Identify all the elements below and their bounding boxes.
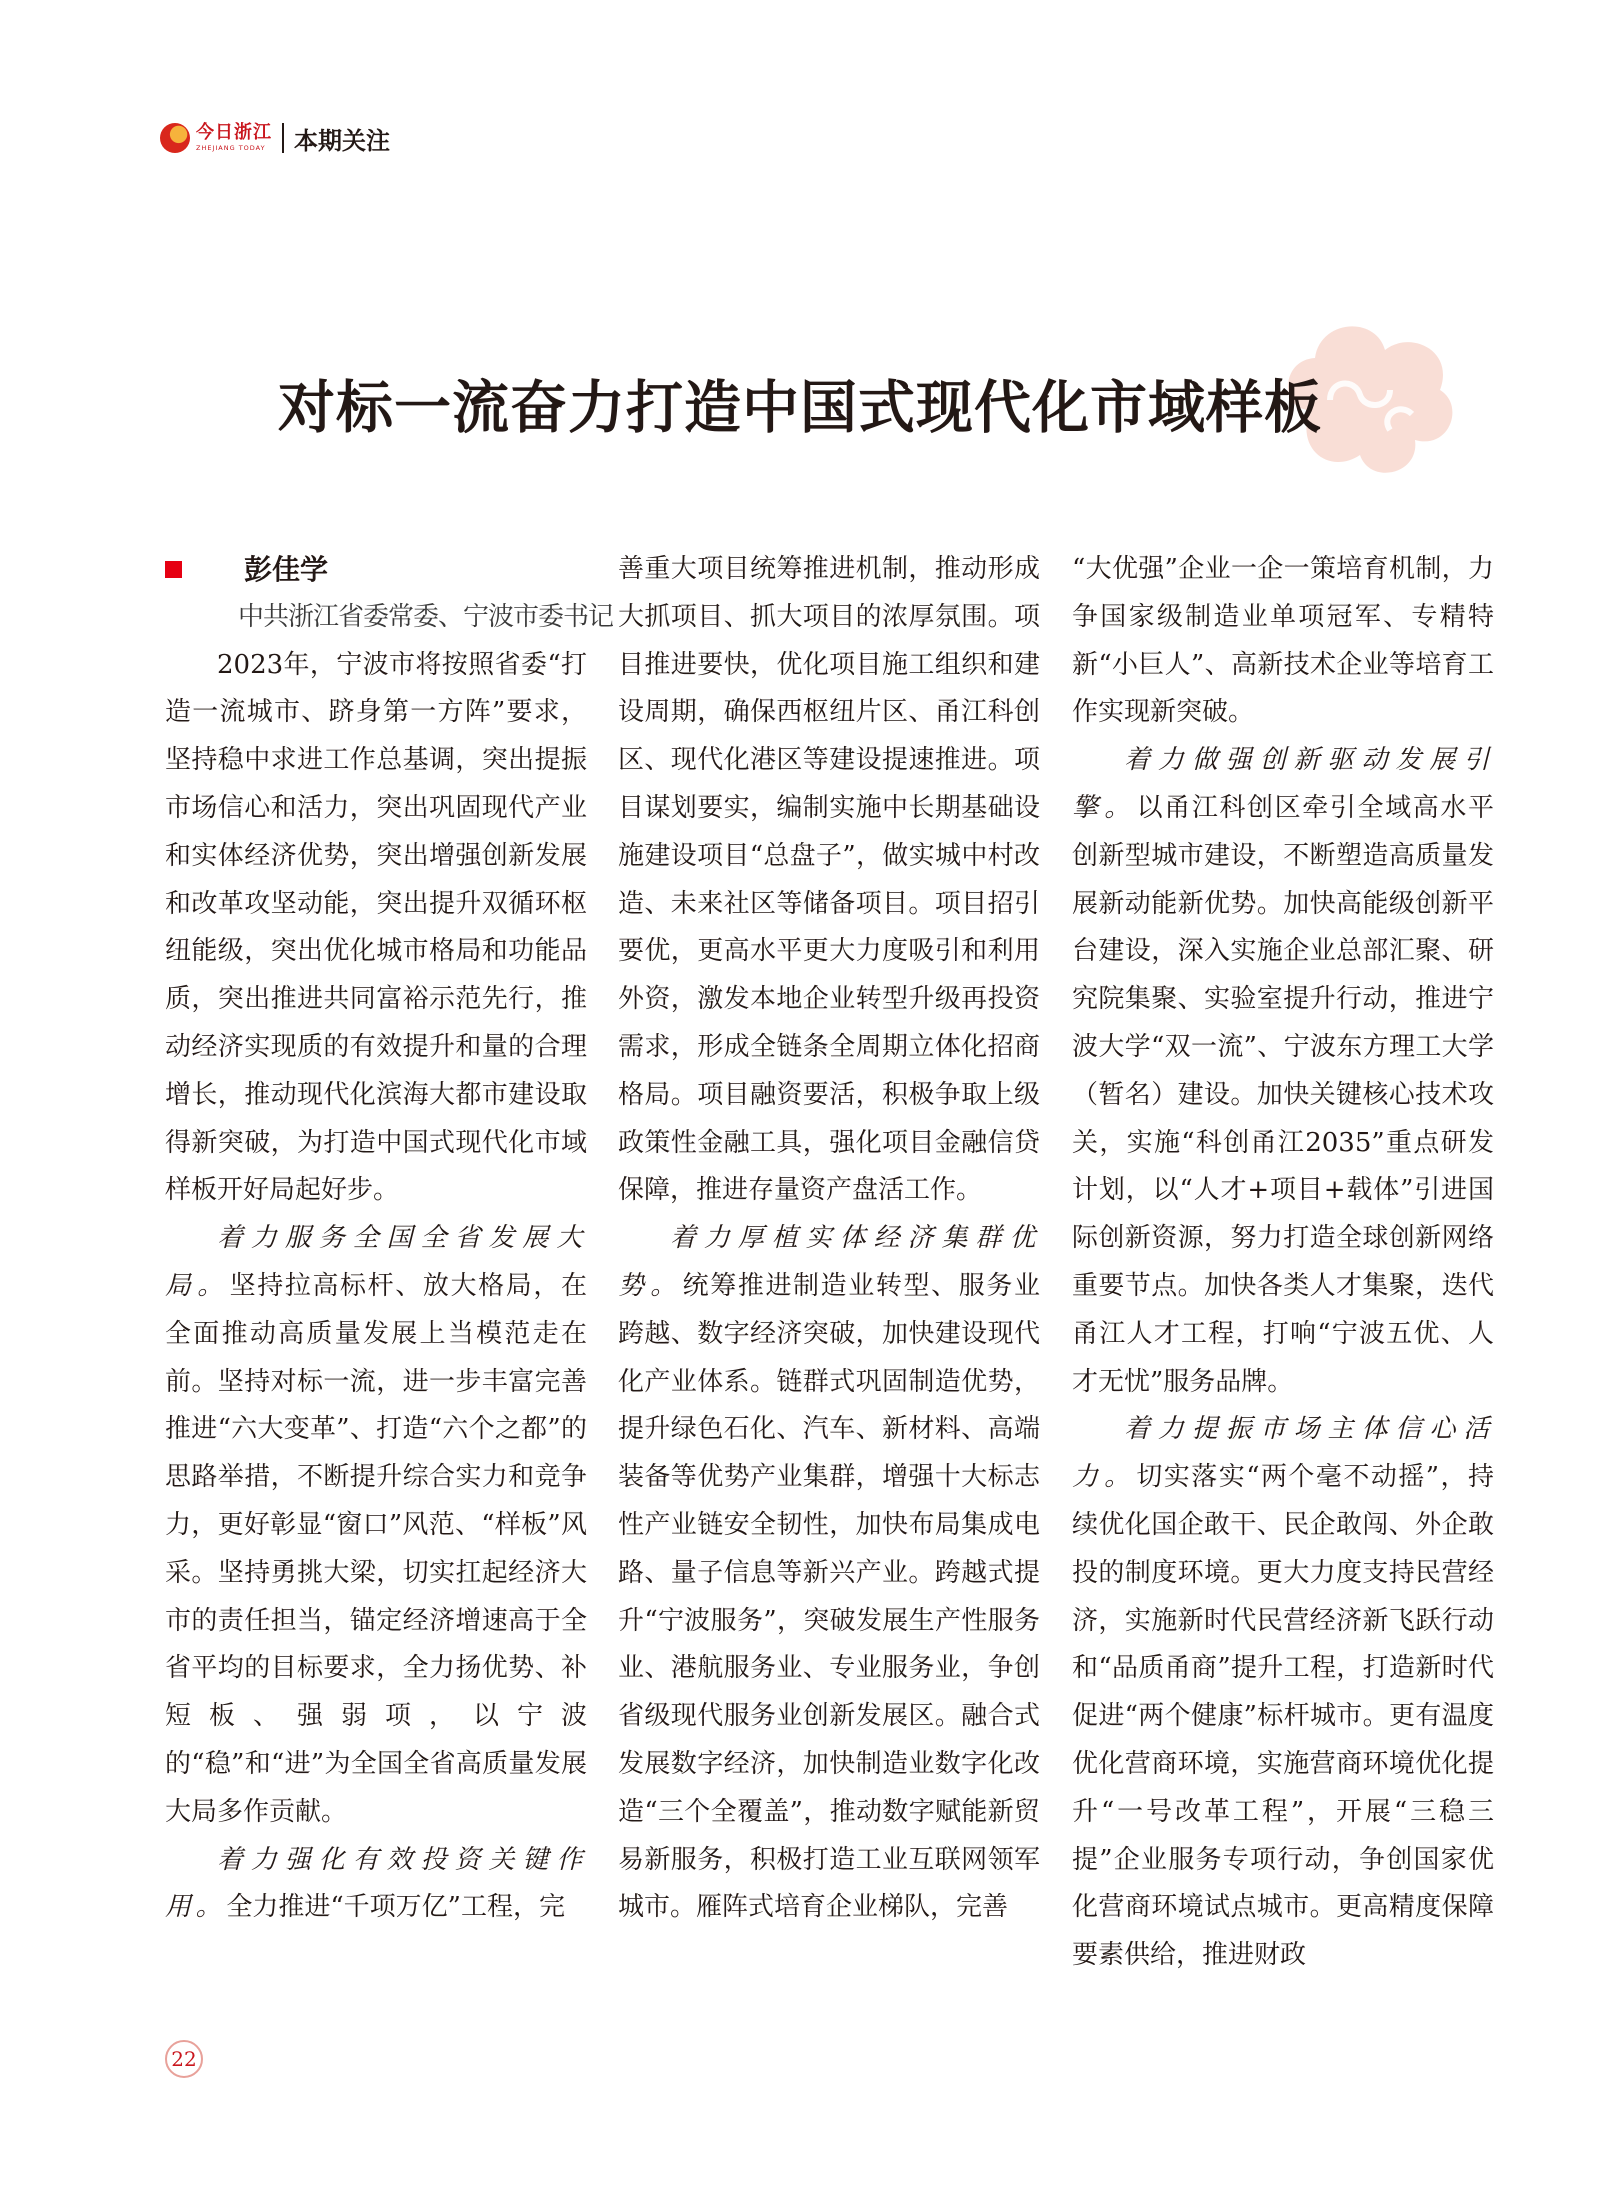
author-role: 中共浙江省委常委、宁波市委书记 [238,601,614,632]
page-header [160,118,390,158]
paragraph-investment-continued: 善重大项目统筹推进机制，推动形成大抓项目、抓大项目的浓厚氛围。项目推进要快，优化项目施工组织和建设周期，确保西枢纽片区、甬江科创区、现代化港区等建设提速推进。项目谋划要实，编制实施中长期基础设施建设项目“总盘子”，做实城中村改造、未来社区等储备项目。项目招引要优，更高水平更大力度吸引和利用外资，激发本地企业转型升级再投资需求，形成全链条全周期立体化招商格局。项目融资要活，积极争取上级政策性金融工具，强化项目金融信贷保障，推进存量资产盘活工作。 [618,554,1040,1206]
magazine-logo [160,123,272,153]
paragraph-body: 统筹推进制造业转型、服务业跨越、数字经济突破，加快建设现代化产业体系。链群式巩固制造优势，提升绿色石化、汽车、新材料、高端装备等优势产业集群，增强十大标志性产业链安全韧性，加快布局集成电路、量子信息等新兴产业。跨越式提升“宁波服务”，突破发展生产性服务业、港航服务业、专业服务业，争创省级现代服务业创新发展区。融合式发展数字经济，加快制造业数字化改造“三个全覆盖”，推动数字赋能新贸易新服务，积极打造工业互联网领军城市。雁阵式培育企业梯队，完善 [618,1270,1040,1923]
paragraph-service [165,1215,587,1836]
article-title: 对标一流奋力打造中国式现代化市域样板 [278,374,1322,441]
logo-wordmark: 今日浙江 [196,122,272,144]
text-column-1 [165,546,614,1932]
paragraph-investment [165,1837,587,1933]
intro-paragraph: 2023年，宁波市将按照省委“打造一流城市、跻身第一方阵”要求，坚持稳中求进工作总基调，突出提振市场信心和活力，突出巩固现代产业和实体经济优势，突出增强创新发展和改革攻坚动能，突出提升双循环枢纽能级，突出优化城市格局和功能品质，突出推进共同富裕示范先行，推动经济实现质的有效提升和量的合理增长，推动现代化滨海大都市建设取得新突破，为打造中国式现代化市域样板开好局起好步。 [165,649,587,1206]
author-name: 彭佳学 [244,553,329,586]
paragraph-body: 坚持拉高标杆、放大格局，在全面推动高质量发展上当模范走在前。坚持对标一流，进一步丰富完善推进“六大变革”、打造“六个之都”的思路举措，不断提升综合实力和竞争力，更好彰显“窗口”风范、“样板”风采。坚持勇挑大梁，切实扛起经济大市的责任担当，锚定经济增速高于全省平均的目标要求，全力扬优势、补短板、强弱项，以宁波的“稳”和“进”为全国全省高质量发展大局多作贡献。 [165,1270,587,1827]
text-column-3 [1072,546,1494,1980]
paragraph-lead: 着力服务全国全省发展大局。 [165,1223,587,1301]
paragraph-innovation [1072,737,1494,1406]
logo-english: ZHEJIANG TODAY [196,144,266,153]
paragraph-body: 全力推进“千项万亿”工程，完 [226,1892,565,1923]
paragraph-lead: 着力提振市场主体信心活力。 [1072,1414,1494,1493]
header-divider [282,123,284,153]
paragraph-industry [618,1215,1040,1932]
paragraph-lead: 着力厚植实体经济集群优势。 [618,1223,1040,1301]
paragraph-lead: 着力做强创新驱动发展引擎。 [1072,745,1494,823]
paragraph-industry-continued: “大优强”企业一企一策培育机制，力争国家级制造业单项冠军、专精特新“小巨人”、高新技术企业等培育工作实现新突破。 [1072,554,1494,728]
author-line [165,546,587,594]
paragraph-lead: 着力强化有效投资关键作用。 [165,1844,587,1923]
paragraph-market [1072,1406,1494,1980]
paragraph-body: 切实落实“两个毫不动摇”，持续优化国企敢干、民企敢闯、外企敢投的制度环境。更大力度支持民营经济，实施新时代民营经济新飞跃行动和“品质甬商”提升工程，打造新时代促进“两个健康”标杆城市。更有温度优化营商环境，实施营商环境优化提升“一号改革工程”，开展“三稳三提”企业服务专项行动，争创国家优化营商环境试点城市。更高精度保障要素供给，推进财政 [1072,1462,1494,1971]
section-label: 本期关注 [294,126,390,155]
logo-icon [160,123,190,153]
red-square-icon [165,561,182,578]
page-number: 22 [165,2040,203,2078]
paragraph-body: 以甬江科创区牵引全域高水平创新型城市建设，不断塑造高质量发展新动能新优势。加快高能级创新平台建设，深入实施企业总部汇聚、研究院集聚、实验室提升行动，推进宁波大学“双一流”、宁波东方理工大学（暂名）建设。加快关键核心技术攻关，实施“科创甬江2035”重点研发计划，以“人才+项目+载体”引进国际创新资源，努力打造全球创新网络重要节点。加快各类人才集聚，迭代甬江人才工程，打响“宁波五优、人才无忧”服务品牌。 [1072,792,1494,1397]
text-column-2 [618,546,1040,1932]
